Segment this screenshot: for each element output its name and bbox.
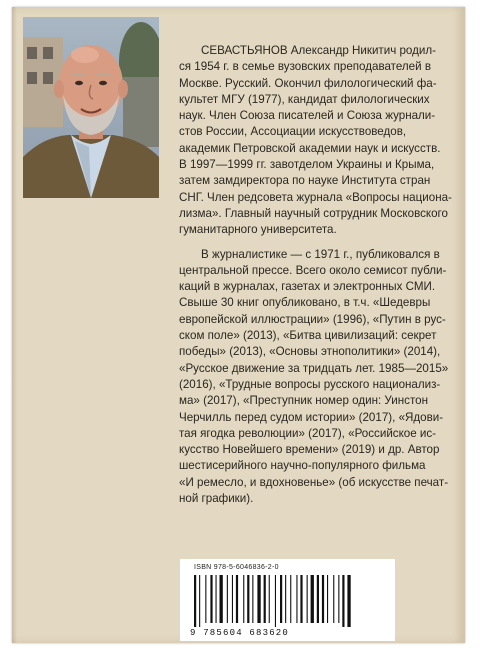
bio-paragraph-2: [179, 247, 471, 508]
text-line: В журналистике — с 1971 г., публиковался в: [201, 247, 440, 261]
text-line: Москве. Русский. Окончил филологический фа-: [179, 76, 437, 90]
spine-shadow: [12, 7, 17, 643]
barcode-bar: [269, 575, 270, 623]
barcode-bar: [252, 575, 253, 623]
text-line: ной графики).: [179, 492, 254, 506]
barcode-icon: [192, 575, 382, 627]
barcode-bar: [285, 575, 286, 623]
text-line: «Русское движение за тридцать лет. 1985—2015»: [179, 361, 449, 375]
text-line: «И ремесло, и вдохновенье» (об искусстве печат-: [179, 475, 449, 489]
barcode-bar: [300, 575, 302, 623]
barcode-bar: [220, 575, 223, 623]
barcode-bar: [307, 575, 308, 623]
barcode-bar: [247, 575, 249, 623]
text-line: Черчилль перед судом истории» (2017), «Ядови-: [179, 410, 444, 424]
barcode-bar: [275, 575, 276, 627]
barcode-bar: [347, 575, 350, 627]
barcode-bar: [216, 575, 217, 623]
text-line: каций в журналах, газетах и электронных СМИ.: [179, 280, 436, 294]
barcode-digits: 9 785604 683620: [190, 628, 290, 638]
text-line: европейской иллюстрации» (1996), «Путин в рус-: [179, 312, 446, 326]
text-line: шестисерийного научно-популярного фильма: [179, 459, 426, 473]
text-line: культет МГУ (1977), кандидат филологических: [179, 92, 430, 106]
barcode-bar: [205, 575, 206, 623]
text-line: Свыше 30 книг опубликовано, в т.ч. «Шедевры: [179, 296, 431, 310]
text-line: СЕВАСТЬЯНОВ Александр Никитич родил-: [201, 44, 436, 57]
author-biography: [179, 43, 471, 507]
isbn-barcode-block: [180, 559, 395, 641]
text-line: тая ягодка революции» (2017), «Российское ис-: [179, 426, 437, 440]
text-line: академик Петровской академии наук и искусств.: [179, 141, 441, 155]
text-line: стов России, Ассоциации искусствоведов,: [179, 125, 407, 139]
barcode-bar: [296, 575, 297, 623]
barcode-bar: [317, 575, 319, 623]
text-line: В 1997—1999 гг. завотделом Украины и Крыма,: [179, 158, 435, 172]
barcode-bar: [232, 575, 233, 623]
text-line: ском поле» (2013), «Битва цивилизаций: секрет: [179, 329, 437, 343]
barcode-bar: [322, 575, 324, 623]
barcode-bar: [264, 575, 266, 623]
book-back-cover: [12, 7, 465, 643]
barcode-bar: [243, 575, 244, 623]
barcode-bar: [333, 575, 334, 623]
barcode-bar: [311, 575, 314, 623]
barcode-bar: [210, 575, 212, 623]
text-line: СНГ. Член редсовета журнала «Вопросы национа-: [179, 190, 452, 204]
barcode-bar: [290, 575, 291, 623]
barcode-bar: [194, 575, 196, 627]
text-line: ся 1954 г. в семье вузовских преподавателей в: [179, 60, 431, 74]
barcode-bar: [338, 575, 339, 623]
barcode-bar: [280, 575, 282, 623]
text-line: затем замдиректора по науке Института стран: [179, 174, 431, 188]
text-line: (2016), «Трудные вопросы русского национализ-: [179, 377, 441, 391]
text-line: центральной прессе. Всего около семисот публи-: [179, 263, 447, 277]
text-line: наук. Член Союза писателей и Союза журнали-: [179, 109, 436, 123]
text-line: гуманитарного университета.: [179, 223, 337, 237]
barcode-bar: [257, 575, 260, 623]
barcode-bar: [342, 575, 344, 627]
author-photo: [23, 17, 159, 198]
text-line: кусство Новейшего времени» (2019) и др. Автор: [179, 443, 440, 457]
barcode-bar: [236, 575, 238, 623]
bio-paragraph-1: [179, 43, 471, 239]
barcode-bar: [199, 575, 200, 627]
text-line: ма» (2017), «Преступник номер один: Уинстон: [179, 394, 428, 408]
text-line: лизма». Главный научный сотрудник Московского: [179, 206, 448, 220]
barcode-bar: [227, 575, 228, 623]
isbn-label: ISBN 978-5-6046836-2-0: [194, 564, 279, 571]
barcode-bar: [327, 575, 328, 623]
text-line: победы» (2013), «Основы этнополитики» (2014),: [179, 345, 441, 359]
